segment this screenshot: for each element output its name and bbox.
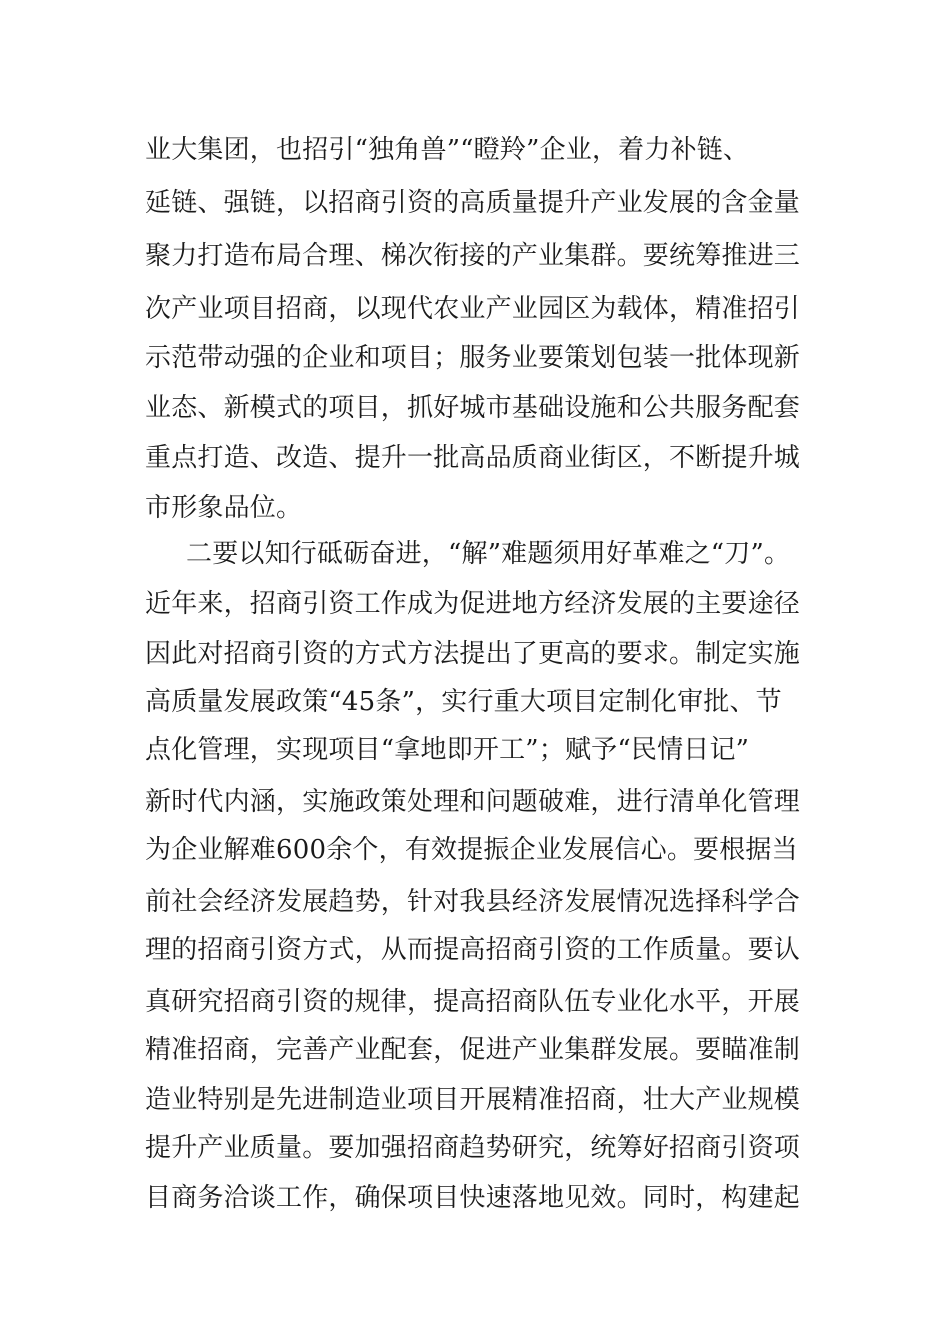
text-line: 前社会经济发展趋势，针对我县经济发展情况选择科学合 (145, 887, 801, 917)
text-line: 业大集团，也招引“独角兽”“瞪羚”企业，着力补链、 (145, 135, 750, 165)
text-line: 重点打造、改造、提升一批高品质商业街区，不断提升城 (145, 443, 801, 473)
paragraph-start-line: 二要以知行砥砺奋进，“解”难题须用好革难之“刀”。 (186, 539, 791, 569)
text-line: 理的招商引资方式，从而提高招商引资的工作质量。要认 (145, 935, 801, 965)
text-line: 示范带动强的企业和项目；服务业要策划包装一批体现新 (145, 343, 801, 373)
text-line: 业态、新模式的项目，抓好城市基础设施和公共服务配套 (145, 393, 801, 423)
text-line: 新时代内涵，实施政策处理和问题破难，进行清单化管理 (145, 787, 801, 817)
text-line: 聚力打造布局合理、梯次衔接的产业集群。要统筹推进三 (145, 241, 801, 271)
text-line: 近年来，招商引资工作成为促进地方经济发展的主要途径 (145, 589, 801, 619)
text-line: 高质量发展政策“45条”，实行重大项目定制化审批、节 (145, 687, 782, 717)
text-line: 市形象品位。 (145, 493, 303, 523)
text-line: 因此对招商引资的方式方法提出了更高的要求。制定实施 (145, 639, 801, 669)
text-line: 提升产业质量。要加强招商趋势研究，统筹好招商引资项 (145, 1133, 801, 1163)
text-line: 目商务洽谈工作，确保项目快速落地见效。同时，构建起 (145, 1183, 801, 1213)
text-line: 为企业解难600余个，有效提振企业发展信心。要根据当 (145, 835, 798, 865)
text-line: 延链、强链，以招商引资的高质量提升产业发展的含金量 (145, 188, 801, 218)
text-line: 点化管理，实现项目“拿地即开工”；赋予“民情日记” (145, 735, 750, 765)
text-line: 次产业项目招商，以现代农业产业园区为载体，精准招引 (145, 294, 801, 324)
text-line: 精准招商，完善产业配套，促进产业集群发展。要瞄准制 (145, 1035, 801, 1065)
text-line: 造业特别是先进制造业项目开展精准招商，壮大产业规模 (145, 1085, 801, 1115)
text-line: 真研究招商引资的规律，提高招商队伍专业化水平，开展 (145, 987, 801, 1017)
